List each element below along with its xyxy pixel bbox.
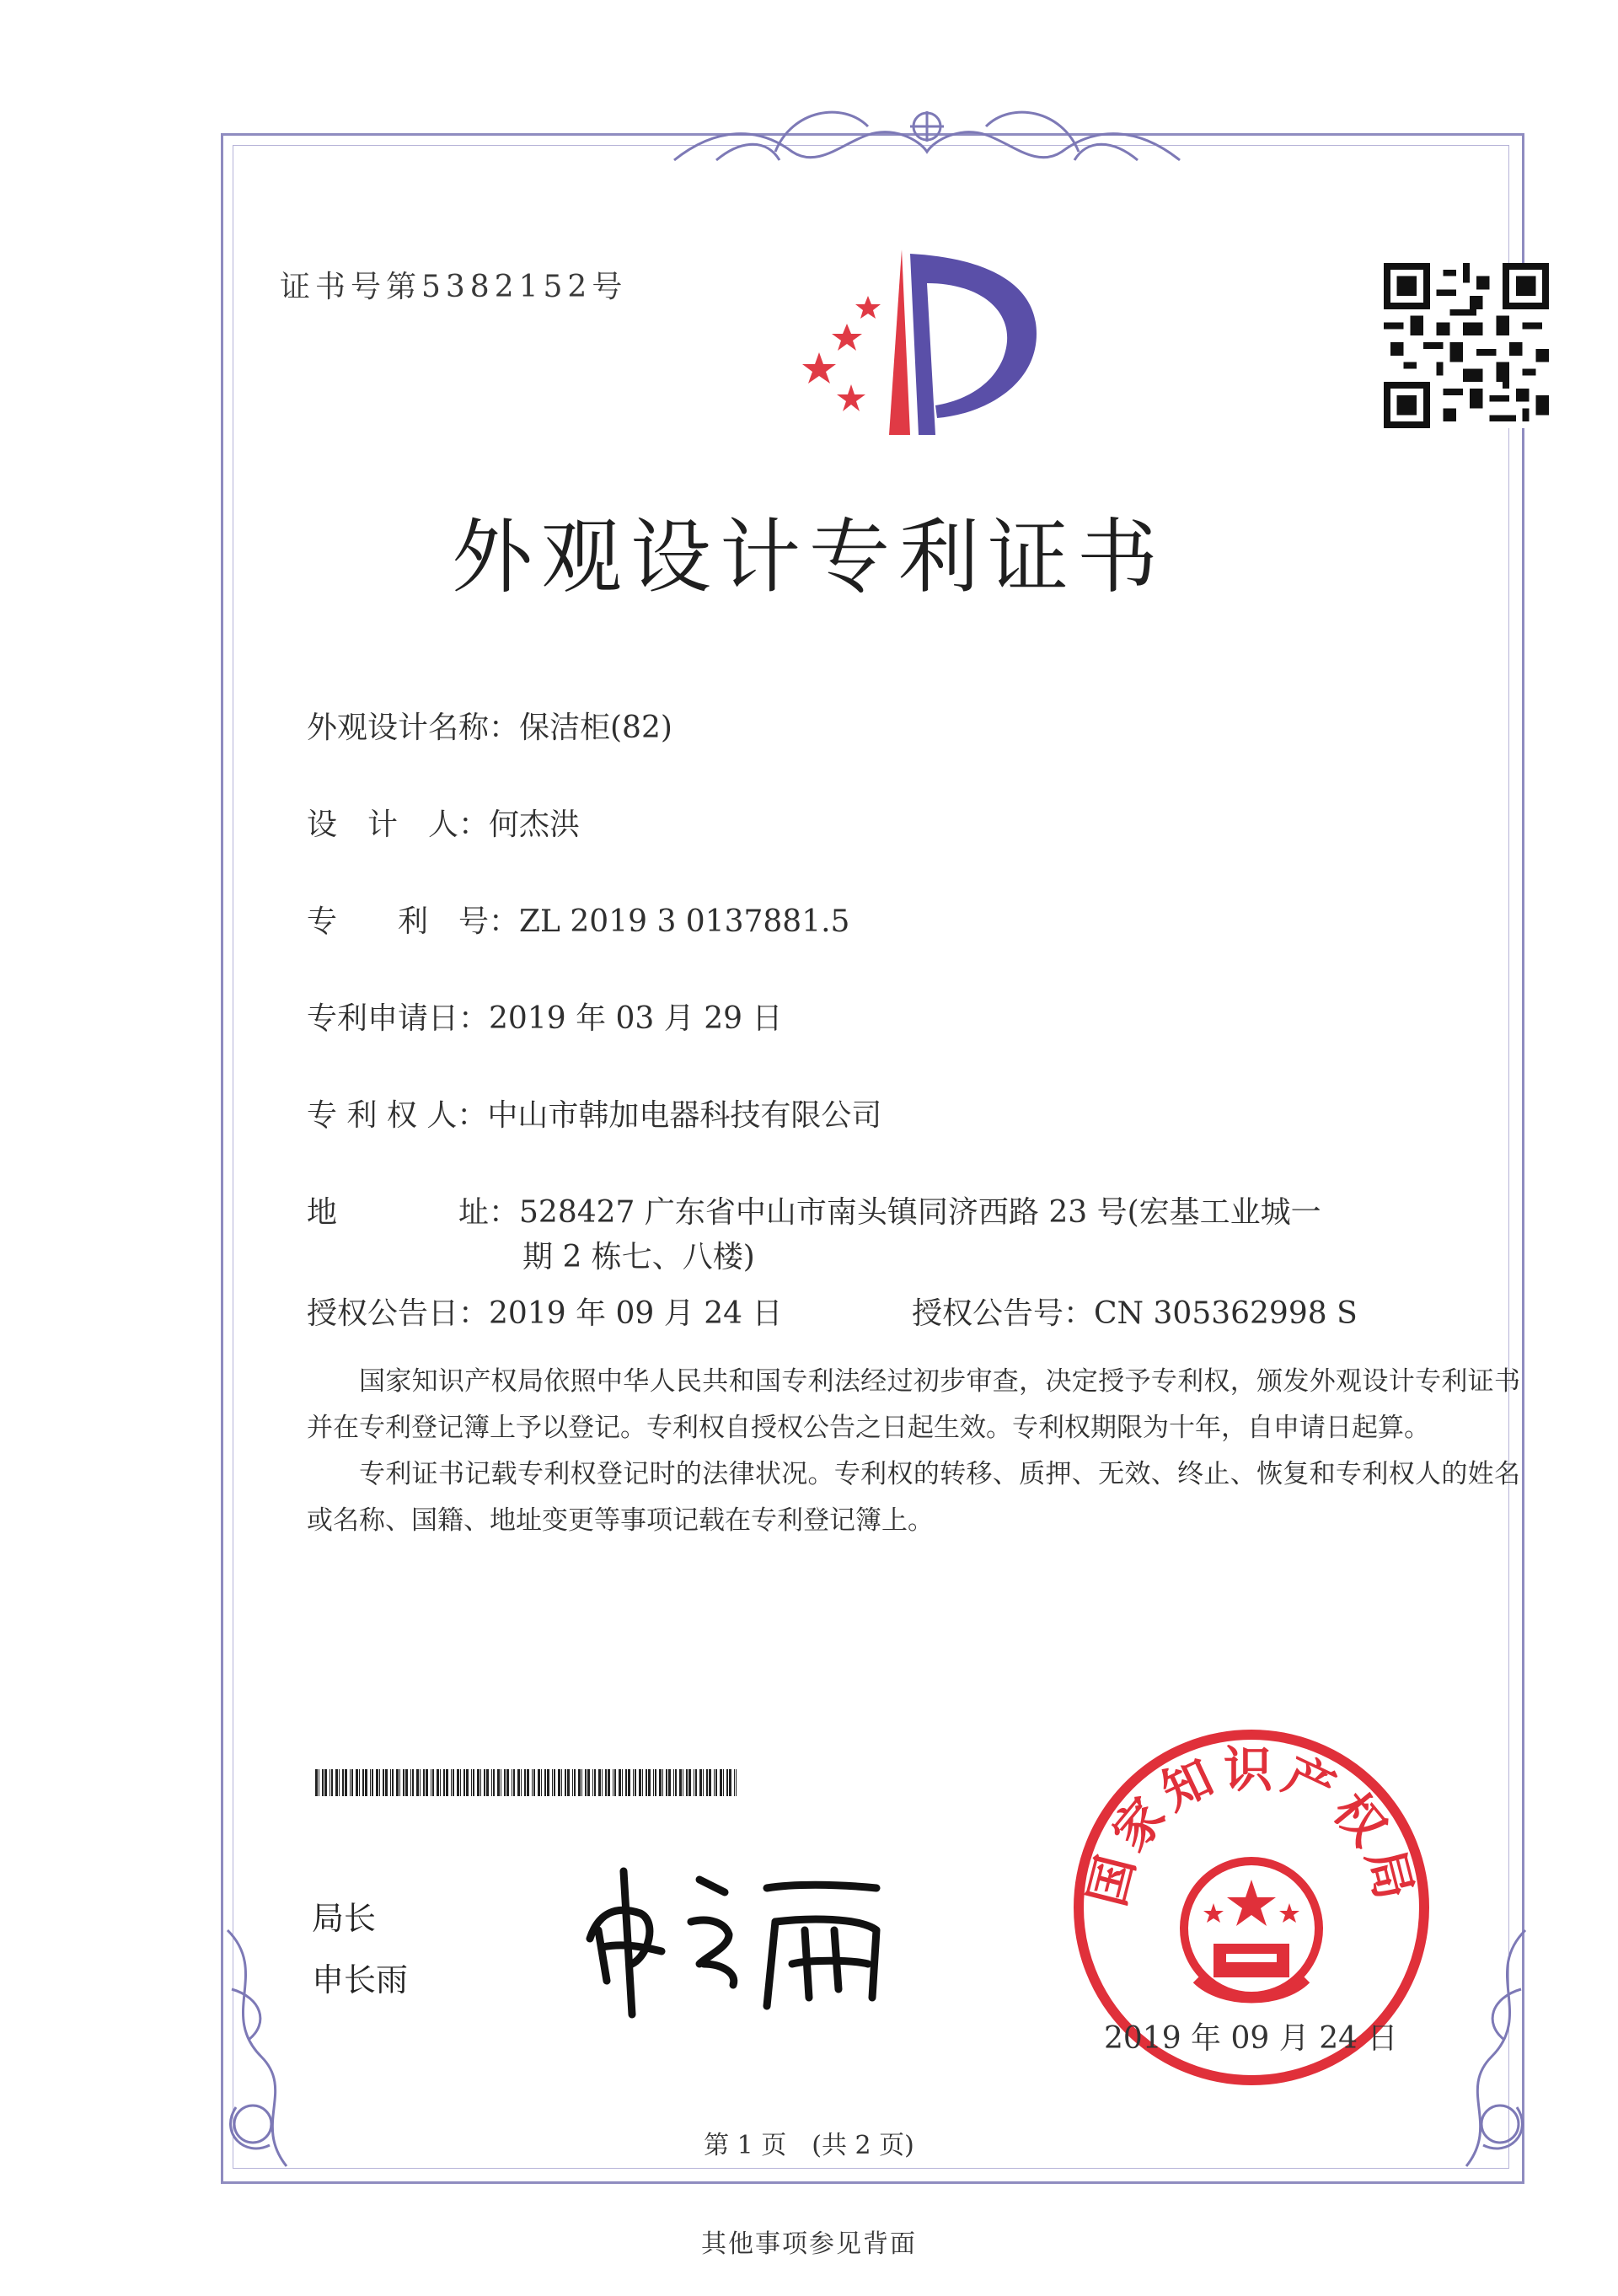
- barcode-bar: [446, 1769, 448, 1796]
- handwritten-signature: [581, 1837, 902, 2031]
- barcode-bar: [552, 1769, 553, 1796]
- barcode-bar: [473, 1769, 474, 1796]
- statement-paragraph-1: 国家知识产权局依照中华人民共和国专利法经过初步审查，决定授予专利权，颁发外观设计专利证书并在专利登记簿上予以登记。专利权自授权公告之日起生效。专利权期限为十年，自申请日起算。: [307, 1366, 1520, 1443]
- barcode-bar: [659, 1769, 662, 1796]
- barcode-bar: [390, 1769, 391, 1796]
- barcode-bar: [646, 1769, 647, 1796]
- barcode-bar: [567, 1769, 570, 1796]
- patentee-label: 专 利 权 人：: [307, 1098, 488, 1133]
- design-name-value: 保洁柜(82): [519, 711, 672, 745]
- barcode-bar: [673, 1769, 674, 1796]
- barcode-bar: [675, 1769, 677, 1796]
- barcode-bar: [527, 1769, 529, 1796]
- barcode-bar: [416, 1769, 419, 1796]
- barcode-bar: [524, 1769, 526, 1796]
- field-designer: [307, 801, 580, 844]
- barcode-bar: [703, 1769, 704, 1796]
- barcode-bar: [633, 1769, 634, 1796]
- barcode-bar: [451, 1769, 452, 1796]
- barcode-bar: [399, 1769, 400, 1796]
- barcode-bar: [628, 1769, 630, 1796]
- barcode-bar: [706, 1769, 708, 1796]
- barcode-bar: [666, 1769, 667, 1796]
- barcode-bar: [521, 1769, 522, 1796]
- barcode-bar: [420, 1769, 421, 1796]
- barcode-bar: [480, 1769, 481, 1796]
- barcode-bar: [504, 1769, 506, 1796]
- barcode-bar: [688, 1769, 691, 1796]
- barcode-bar: [463, 1769, 465, 1796]
- page-title: 外观设计专利证书: [452, 510, 1166, 604]
- barcode-bar: [668, 1769, 671, 1796]
- patent-number-label: 专 利 号：: [307, 904, 520, 939]
- barcode-bar: [471, 1769, 472, 1796]
- barcode-bar: [403, 1769, 404, 1796]
- qr-code: [1384, 263, 1549, 428]
- barcode-bar: [437, 1769, 439, 1796]
- barcode-bar: [335, 1769, 338, 1796]
- patent-number-value: ZL 2019 3 0137881.5: [519, 904, 850, 939]
- statement-paragraph-2: 专利证书记载专利权登记时的法律状况。专利权的转移、质押、无效、终止、恢复和专利权人的姓名或名称、国籍、地址变更等事项记载在专利登记簿上。: [307, 1459, 1520, 1536]
- barcode-bar: [329, 1769, 330, 1796]
- barcode-bar: [729, 1769, 731, 1796]
- barcode-bar: [396, 1769, 399, 1796]
- barcode-bar: [565, 1769, 566, 1796]
- design-name-label: 外观设计名称：: [307, 711, 520, 745]
- barcode-bar: [356, 1769, 358, 1796]
- barcode-bar: [723, 1769, 724, 1796]
- signatory-title: 局长: [312, 1900, 377, 1937]
- barcode-bar: [709, 1769, 711, 1796]
- barcode-bar: [655, 1769, 656, 1796]
- barcode-bar: [662, 1769, 663, 1796]
- barcode-bar: [699, 1769, 702, 1796]
- application-date-label: 专利申请日：: [307, 1001, 490, 1036]
- grant-date-value: 2019 年 09 月 24 日: [489, 1296, 783, 1331]
- barcode-bar: [405, 1769, 408, 1796]
- page-number: 第 1 页 (共 2 页): [704, 2131, 914, 2160]
- barcode-bar: [359, 1769, 360, 1796]
- barcode-bar: [376, 1769, 378, 1796]
- grant-date-label: 授权公告日：: [307, 1296, 490, 1331]
- barcode-bar: [714, 1769, 715, 1796]
- cnipa-logo-icon: [801, 249, 1053, 443]
- barcode-bar: [506, 1769, 509, 1796]
- barcode-bar: [605, 1769, 607, 1796]
- barcode-bar: [484, 1769, 485, 1796]
- grant-number-label: 授权公告号：: [912, 1296, 1095, 1331]
- barcode-bar: [541, 1769, 542, 1796]
- barcode-bar: [594, 1769, 596, 1796]
- barcode-bar: [345, 1769, 347, 1796]
- patentee-value: 中山市韩加电器科技有限公司: [487, 1098, 882, 1133]
- designer-value: 何杰洪: [489, 807, 581, 842]
- barcode-bar: [385, 1769, 388, 1796]
- barcode-bar: [379, 1769, 380, 1796]
- barcode-bar: [491, 1769, 492, 1796]
- address-value-line2: 期 2 栋七、八楼): [522, 1240, 755, 1274]
- barcode-bar: [585, 1769, 587, 1796]
- address-value-line1: 528427 广东省中山市南头镇同济西路 23 号(宏基工业城一: [519, 1195, 1321, 1230]
- barcode-bar: [493, 1769, 495, 1796]
- top-ornament: [666, 93, 1188, 177]
- field-application-date: [307, 995, 782, 1038]
- barcode-bar: [324, 1769, 327, 1796]
- statement: [307, 1359, 1520, 1544]
- barcode-bar: [532, 1769, 533, 1796]
- barcode-bar: [720, 1769, 722, 1796]
- barcode-bar: [625, 1769, 627, 1796]
- back-note: 其他事项参见背面: [701, 2229, 917, 2259]
- seal-date: 2019 年 09 月 24 日: [1104, 2021, 1398, 2056]
- field-patent-number: [307, 898, 849, 941]
- address-label: 地 址：: [307, 1195, 520, 1230]
- barcode-bar: [635, 1769, 636, 1796]
- barcode-bar: [614, 1769, 616, 1796]
- barcode-bar: [497, 1769, 500, 1796]
- barcode-bar: [642, 1769, 643, 1796]
- barcode-bar: [362, 1769, 364, 1796]
- grant-number-value: CN 305362998 S: [1094, 1296, 1358, 1331]
- national-emblem-icon: [1184, 1861, 1319, 1998]
- barcode-bar: [726, 1769, 728, 1796]
- barcode-bar: [679, 1769, 682, 1796]
- barcode-bar: [598, 1769, 601, 1796]
- field-grant-date: [307, 1290, 782, 1333]
- barcode-bar: [412, 1769, 414, 1796]
- barcode-bar: [331, 1769, 333, 1796]
- svg-text:国家知识产权局: 国家知识产权局: [1078, 1741, 1425, 1912]
- barcode-bar: [558, 1769, 560, 1796]
- barcode-bar: [486, 1769, 489, 1796]
- barcode-bar: [339, 1769, 340, 1796]
- barcode-bar: [372, 1769, 373, 1796]
- field-grant-number: [912, 1290, 1358, 1333]
- barcode-bar: [426, 1769, 428, 1796]
- barcode: [315, 1769, 737, 1796]
- barcode-bar: [457, 1769, 459, 1796]
- barcode-bar: [351, 1769, 353, 1796]
- barcode-bar: [608, 1769, 610, 1796]
- barcode-bar: [370, 1769, 371, 1796]
- barcode-bar: [648, 1769, 651, 1796]
- barcode-bar: [544, 1769, 546, 1796]
- barcode-bar: [653, 1769, 654, 1796]
- barcode-bar: [561, 1769, 562, 1796]
- barcode-bar: [639, 1769, 641, 1796]
- barcode-bar: [517, 1769, 520, 1796]
- barcode-bar: [410, 1769, 411, 1796]
- barcode-bar: [581, 1769, 582, 1796]
- barcode-bar: [533, 1769, 535, 1796]
- barcode-bar: [538, 1769, 540, 1796]
- field-address: [307, 1188, 1321, 1231]
- barcode-bar: [342, 1769, 344, 1796]
- barcode-bar: [587, 1769, 590, 1796]
- barcode-bar: [443, 1769, 445, 1796]
- signatory-name: 申长雨: [312, 1961, 409, 1998]
- barcode-bar: [322, 1769, 324, 1796]
- barcode-bar: [734, 1769, 735, 1796]
- barcode-bar: [460, 1769, 461, 1796]
- barcode-bar: [315, 1769, 318, 1796]
- barcode-bar: [466, 1769, 469, 1796]
- barcode-bar: [554, 1769, 555, 1796]
- barcode-bar: [592, 1769, 593, 1796]
- barcode-bar: [574, 1769, 576, 1796]
- barcode-bar: [432, 1769, 434, 1796]
- barcode-bar: [686, 1769, 688, 1796]
- barcode-bar: [440, 1769, 441, 1796]
- field-design-name: [307, 704, 672, 747]
- barcode-bar: [602, 1769, 603, 1796]
- designer-label: 设 计 人：: [307, 807, 490, 842]
- barcode-bar: [423, 1769, 425, 1796]
- field-patentee: [307, 1092, 881, 1135]
- barcode-bar: [365, 1769, 367, 1796]
- barcode-bar: [350, 1769, 351, 1796]
- barcode-bar: [453, 1769, 454, 1796]
- application-date-value: 2019 年 03 月 29 日: [489, 1001, 783, 1036]
- barcode-bar: [622, 1769, 623, 1796]
- barcode-bar: [477, 1769, 480, 1796]
- barcode-bar: [392, 1769, 394, 1796]
- barcode-bar: [513, 1769, 515, 1796]
- barcode-bar: [383, 1769, 384, 1796]
- barcode-bar: [715, 1769, 717, 1796]
- barcode-bar: [695, 1769, 697, 1796]
- certificate-number: 证书号第5382152号: [280, 270, 628, 304]
- barcode-bar: [572, 1769, 573, 1796]
- barcode-bar: [736, 1769, 737, 1796]
- barcode-bar: [547, 1769, 549, 1796]
- barcode-bar: [578, 1769, 581, 1796]
- barcode-bar: [619, 1769, 621, 1796]
